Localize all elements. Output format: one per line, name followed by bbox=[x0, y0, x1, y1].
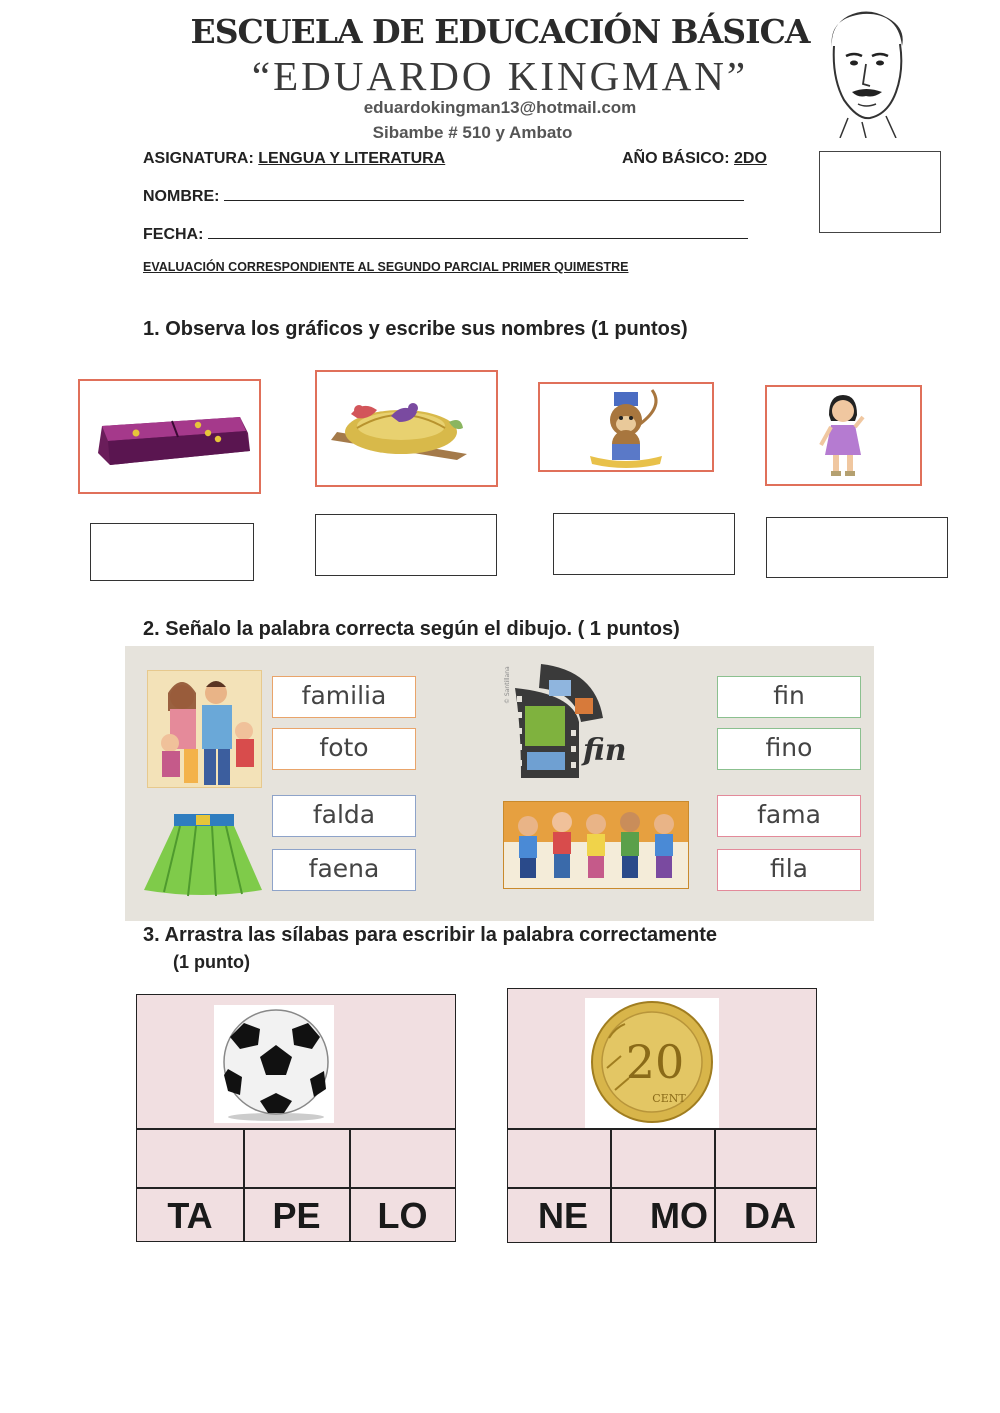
syllable-card-2 bbox=[507, 988, 817, 1243]
film-fin-label: fin bbox=[583, 733, 627, 768]
picture-box-2 bbox=[315, 370, 498, 487]
picture-box-1 bbox=[78, 379, 261, 494]
syllable-chip[interactable]: PE bbox=[272, 1195, 321, 1236]
option-fila[interactable]: fila bbox=[717, 849, 861, 891]
answer-box-2[interactable] bbox=[315, 514, 497, 576]
option-falda[interactable]: falda bbox=[272, 795, 416, 837]
subject-row bbox=[143, 150, 445, 168]
option-fin[interactable]: fin bbox=[717, 676, 861, 718]
coin-value: 20 bbox=[625, 1035, 685, 1089]
date-field[interactable] bbox=[208, 238, 748, 239]
family-picture bbox=[147, 670, 262, 788]
date-row bbox=[143, 226, 748, 244]
kids-row-icon bbox=[504, 802, 688, 888]
drop-slot-2-1[interactable] bbox=[508, 1129, 610, 1187]
question-1-title: 1. Observa los gráficos y escribe sus nombres (1 puntos) bbox=[143, 318, 688, 340]
film-copyright: © Santillana bbox=[504, 666, 511, 704]
skirt-icon bbox=[140, 808, 265, 898]
drop-slot-2-3[interactable] bbox=[715, 1129, 816, 1187]
option-foto[interactable]: foto bbox=[272, 728, 416, 770]
date-label: FECHA: bbox=[143, 226, 204, 243]
skirt-picture bbox=[140, 808, 265, 898]
name-row bbox=[143, 188, 744, 206]
drop-slot-1-2[interactable] bbox=[244, 1129, 349, 1187]
drop-slot-1-1[interactable] bbox=[137, 1129, 243, 1187]
film-fin-icon bbox=[495, 656, 635, 786]
coin-picture bbox=[585, 998, 719, 1128]
answer-box-4[interactable] bbox=[766, 517, 948, 578]
school-address: Sibambe # 510 y Ambato bbox=[372, 123, 573, 142]
syllable-card-1 bbox=[136, 994, 456, 1242]
option-faena[interactable]: faena bbox=[272, 849, 416, 891]
syllable-chip[interactable]: NE bbox=[537, 1195, 588, 1236]
girl-icon bbox=[767, 387, 920, 484]
ball-picture bbox=[214, 1005, 334, 1123]
card-1-divider-bottom bbox=[137, 1187, 455, 1189]
answer-box-1[interactable] bbox=[90, 523, 254, 581]
subject-label: ASIGNATURA: bbox=[143, 150, 254, 167]
coin-text: CENT bbox=[652, 1092, 686, 1105]
question-3-title: 3. Arrastra las sílabas para escribir la palabra correctamente bbox=[143, 924, 718, 946]
family-icon bbox=[148, 671, 261, 787]
evaluation-title: EVALUACIÓN CORRESPONDIENTE AL SEGUNDO PARCIAL PRIMER QUIMESTRE bbox=[143, 260, 629, 274]
syllable-chip[interactable]: MO bbox=[650, 1195, 708, 1236]
film-picture bbox=[495, 656, 635, 786]
question-2-title: 2. Señalo la palabra correcta según el dibujo. ( 1 puntos) bbox=[143, 618, 680, 640]
grade-score-box[interactable] bbox=[819, 151, 941, 233]
monkey-icon bbox=[540, 384, 712, 470]
answer-box-3[interactable] bbox=[553, 513, 735, 575]
picture-box-4 bbox=[765, 385, 922, 486]
option-familia[interactable]: familia bbox=[272, 676, 416, 718]
school-name-line2: “EDUARDO KINGMAN” bbox=[251, 53, 749, 99]
grade-label: AÑO BÁSICO: bbox=[622, 150, 730, 167]
card-2-divider-bottom bbox=[508, 1187, 816, 1189]
syllable-chip[interactable]: TA bbox=[167, 1195, 213, 1236]
picture-box-3 bbox=[538, 382, 714, 472]
kids-row-picture bbox=[503, 801, 689, 889]
name-field[interactable] bbox=[224, 200, 744, 201]
drop-slot-2-2[interactable] bbox=[611, 1129, 714, 1187]
option-fino[interactable]: fino bbox=[717, 728, 861, 770]
syllable-chip[interactable]: DA bbox=[744, 1195, 796, 1236]
word-choice-panel bbox=[125, 646, 874, 921]
soccer-ball-icon bbox=[214, 1005, 334, 1123]
domino-icon bbox=[80, 381, 259, 492]
drop-slot-1-3[interactable] bbox=[350, 1129, 455, 1187]
grade-row bbox=[622, 150, 767, 168]
option-fama[interactable]: fama bbox=[717, 795, 861, 837]
question-3-points: (1 punto) bbox=[173, 952, 250, 972]
syllable-chip[interactable]: LO bbox=[377, 1195, 428, 1236]
coin-icon bbox=[585, 998, 719, 1128]
nest-icon bbox=[317, 372, 496, 485]
portrait-icon bbox=[818, 8, 914, 138]
school-email: eduardokingman13@hotmail.com bbox=[363, 98, 637, 117]
school-name-line1: ESCUELA DE EDUCACIÓN BÁSICA bbox=[190, 12, 810, 51]
subject-value: LENGUA Y LITERATURA bbox=[258, 150, 446, 167]
name-label: NOMBRE: bbox=[143, 188, 220, 205]
grade-value: 2DO bbox=[734, 150, 767, 167]
